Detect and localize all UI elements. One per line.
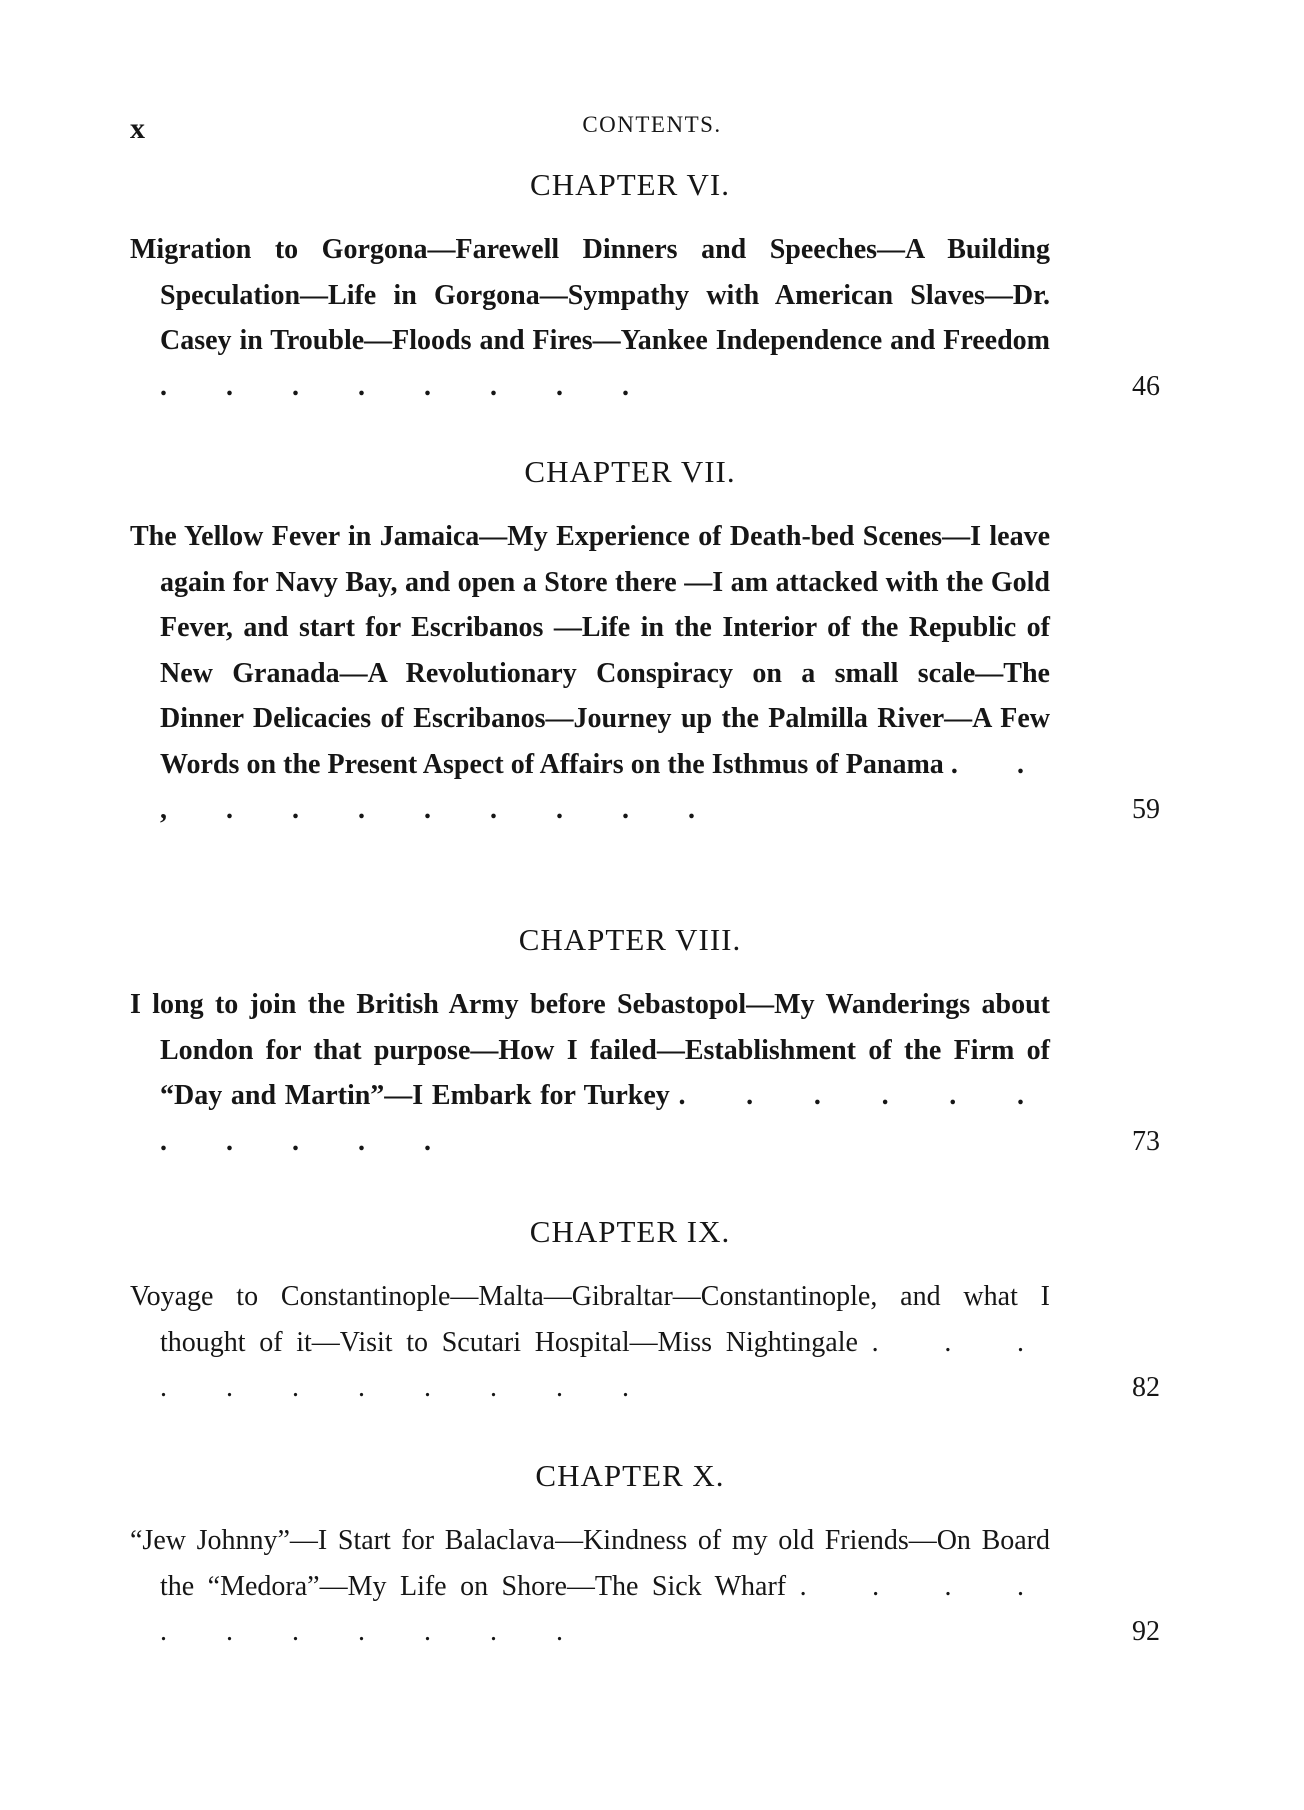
dot-leader: . . . . . . . . . . . xyxy=(160,1080,1051,1157)
page-reference[interactable]: 82 xyxy=(1132,1372,1160,1403)
page-reference[interactable]: 92 xyxy=(1132,1616,1160,1647)
summary-text: Migration to Gorgona—Farewell Dinners and Speeches—A Building Speculation—Life in Gorgona—Sympathy with American Slaves—Dr. Casey in Trouble—Floods and Fires—Yankee Independence and Freedom xyxy=(130,234,1050,356)
toc-entry-chapter-vii xyxy=(130,452,1160,833)
dot-leader: . . , . . . . . . . . xyxy=(160,748,1051,825)
chapter-summary xyxy=(130,227,1160,409)
summary-text: “Jew Johnny”—I Start for Balaclava—Kindness of my old Friends—On Board the “Medora”—My Life on Shore—The Sick Wharf xyxy=(130,1525,1050,1602)
dot-leader: . . . . . . . . xyxy=(160,370,655,402)
chapter-heading: CHAPTER X. xyxy=(535,1458,725,1493)
summary-text: I long to join the British Army before Sebastopol—My Wanderings about London for that purpose—How I failed—Establishment of the Firm of “Day and Martin”—I Embark for Turkey xyxy=(130,989,1050,1111)
running-title: CONTENTS. xyxy=(582,112,722,137)
page-number: x xyxy=(130,112,145,145)
chapter-summary xyxy=(130,982,1160,1164)
dot-leader: . . . . . . . . . . . xyxy=(160,1326,1051,1403)
page-reference[interactable]: 59 xyxy=(1132,794,1160,825)
page-reference[interactable]: 46 xyxy=(1132,370,1160,402)
toc-entry-chapter-ix xyxy=(130,1212,1160,1411)
summary-text: Voyage to Constantinople—Malta—Gibraltar—Constantinople, and what I thought of it—Visit to Scutari Hospital—Miss Nightingale xyxy=(130,1281,1050,1358)
chapter-heading: CHAPTER IX. xyxy=(529,1214,731,1249)
chapter-summary xyxy=(130,514,1160,833)
chapter-summary xyxy=(130,1518,1160,1655)
summary-text: The Yellow Fever in Jamaica—My Experience of Death-bed Scenes—I leave again for Navy Bay, and open a Store there —I am attacked with the Gold Fever, and start for Escribanos —Life in the Interior of the Republic of New Granada—A Revolutionary Conspiracy on a small scale—The Dinner Delicacies of Escribanos—Journey up the Palmilla River—A Few Words on the Present Aspect of Affairs on the Isthmus of Panama xyxy=(130,521,1050,780)
page-reference[interactable]: 73 xyxy=(1132,1125,1160,1157)
chapter-heading: CHAPTER VI. xyxy=(530,167,730,202)
chapter-heading: CHAPTER VII. xyxy=(524,454,736,489)
toc-entry-chapter-viii xyxy=(130,920,1160,1164)
toc-entry-chapter-vi xyxy=(130,165,1160,409)
dot-leader: . . . . . . . . . . . xyxy=(160,1570,1050,1647)
chapter-summary xyxy=(130,1274,1160,1411)
chapter-heading: CHAPTER VIII. xyxy=(518,922,742,957)
toc-entry-chapter-x xyxy=(130,1456,1160,1655)
